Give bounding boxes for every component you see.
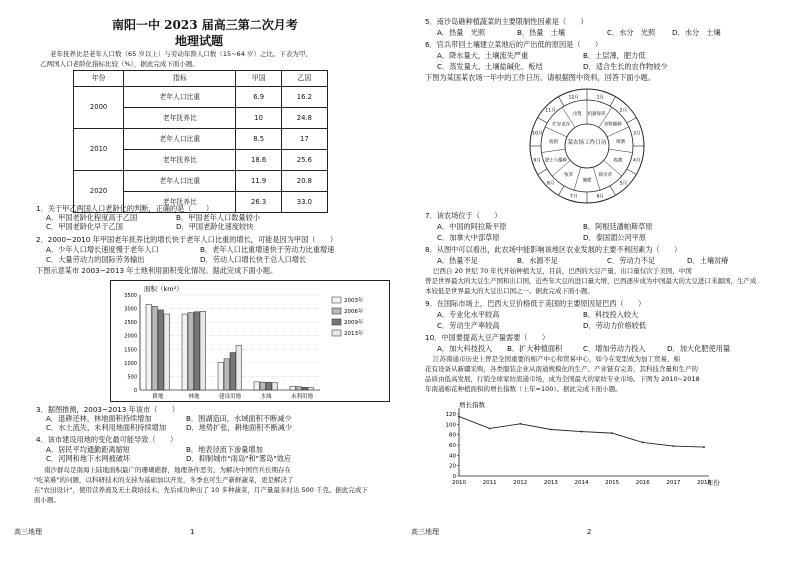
- bar: [296, 387, 302, 390]
- task-label: 牧草: [564, 173, 574, 179]
- month-label: 6月: [596, 194, 605, 200]
- month-divider: [559, 186, 565, 196]
- month-label: 2月: [619, 108, 628, 114]
- value-cell: 10: [236, 108, 281, 129]
- landuse-bar-chart: [110, 280, 390, 402]
- header-year: 年份: [74, 71, 124, 87]
- task-divider: [541, 149, 565, 152]
- x-tick-label: 2010: [452, 480, 466, 486]
- option-2a[interactable]: A．少年人口增长速度慢于老年人口: [46, 245, 159, 254]
- option-5b[interactable]: B．热量 土壤: [517, 28, 566, 37]
- question-5: 5．南沙岛礁种植蔬菜的主要限制性因素是（ ）: [425, 17, 588, 26]
- month-label: 12月: [568, 95, 579, 101]
- footer-page-number: 1: [190, 528, 195, 536]
- option-5a[interactable]: A．热量 光照: [437, 28, 486, 37]
- bar: [224, 359, 230, 390]
- option-1a[interactable]: A．甲国老龄化程度高于乙国: [46, 213, 138, 222]
- bar: [290, 386, 296, 390]
- y-axis-label: 增长指数: [459, 401, 485, 409]
- x-tick-label: 2012: [513, 480, 528, 486]
- bar: [302, 387, 308, 390]
- bar: [194, 312, 200, 390]
- passage-8-line-1: 巴西自 20 世纪 70 年代开始种植大豆，目前，巴西的大豆产量、出口量仅次于美国，中国: [433, 267, 692, 275]
- legend-label: 2003年: [344, 298, 364, 304]
- legend-swatch: [332, 330, 341, 336]
- month-label: 4月: [632, 158, 641, 164]
- option-2d[interactable]: D．劳动人口增长快于总人口增长: [200, 255, 307, 264]
- option-2b[interactable]: B．老年人口比重增速快于劳动力比重增速: [200, 245, 335, 254]
- passage-10-line-2: 花有设备从新疆采购，各类服装企业从南通规模化的生产、产业链有完善，其科技含量和生产的: [425, 365, 698, 373]
- year-cell: 2020: [74, 171, 124, 213]
- task-divider: [593, 167, 600, 190]
- indicator-cell: 老年抚养比: [124, 150, 236, 171]
- passage-8-line-3: 本较低是世界最大的大豆出口国之一。据此完成下面小题。: [425, 287, 594, 295]
- option-9c[interactable]: C．劳动生产率较高: [437, 321, 500, 330]
- x-tick-label: 未利用地: [290, 394, 314, 400]
- x-tick-label: 2011: [482, 480, 497, 486]
- passage-10-line-4: 年南通棉花种植面积的增长指数（上年=100）。据此完成下面小题。: [425, 385, 622, 393]
- value-cell: 24.8: [281, 108, 327, 129]
- bar: [188, 313, 194, 390]
- y-tick-label: 100: [445, 422, 456, 429]
- task-label: 谷物播种: [603, 122, 622, 128]
- question-4: 4．该市建设用地的变化最可能导致（ ）: [36, 435, 178, 444]
- passage-8-line-2: 曾是世界最大的大豆生产国和出口国，近些年大豆的进口量大增，巴西逐步成为中国最大的大豆进口来源国，生产成: [425, 277, 757, 285]
- value-cell: 20.8: [281, 171, 327, 192]
- month-divider: [627, 118, 637, 124]
- option-8b[interactable]: B．水源不足: [517, 256, 558, 265]
- y-axis-label: 面积（km²）: [144, 285, 183, 293]
- passage-3-line-3: 在"农田设计"，使用营养液及无土栽培技术，先后成功种出了 10 多种蔬菜，月产量最多时达 500 千克。据此完成下: [34, 486, 368, 494]
- option-7a[interactable]: A．中国的阿拉斯平原: [437, 222, 507, 231]
- task-divider: [545, 127, 567, 137]
- x-tick-label: 2018: [697, 480, 711, 486]
- option-8c[interactable]: C．劳动力不足: [607, 256, 656, 265]
- task-label: 收割: [548, 139, 558, 145]
- page-right: [397, 0, 794, 561]
- option-3b[interactable]: B．围湖造田，水域面积不断减少: [186, 414, 292, 423]
- legend-swatch: [332, 319, 341, 325]
- option-6d[interactable]: D．适合生长的农作物较少: [583, 62, 668, 71]
- header-indicator: 指标: [124, 71, 236, 87]
- bar: [260, 382, 266, 390]
- task-label: 喷洒: [616, 139, 626, 145]
- calendar-intro: 下图为某国某农场一年中的工作日历。请根据图中资料，回答下面小题。: [425, 73, 656, 82]
- exam-subtitle: 地理试题: [175, 34, 224, 48]
- indicator-cell: 老年人口比重: [124, 87, 236, 108]
- task-label: 机器保养: [587, 111, 606, 117]
- landuse-intro: 下图示意某市 2003~2013 年土地利用面积变化情况。据此完成下面小题。: [36, 266, 278, 275]
- month-label: 8月: [546, 181, 555, 187]
- indicator-cell: 老年抚养比: [124, 192, 236, 213]
- month-label: 7月: [569, 194, 578, 200]
- task-divider: [574, 167, 581, 190]
- task-divider: [607, 127, 629, 137]
- legend-label: 2009年: [344, 320, 364, 326]
- option-5d[interactable]: D．水分 土壤: [672, 28, 721, 37]
- bar: [308, 388, 314, 390]
- indicator-cell: 老年人口比重: [124, 129, 236, 150]
- question-1: 1．关于甲乙两国人口老龄化的判断，正确的是（ ）: [36, 204, 214, 213]
- bar: [146, 305, 152, 391]
- option-7b[interactable]: B．阿根廷潘帕斯草原: [583, 222, 653, 231]
- x-tick-label: 2015: [605, 480, 620, 486]
- task-label: 肥土与播种: [545, 158, 568, 164]
- y-tick-label: 60: [449, 443, 456, 449]
- question-10: 10．中国要提高大豆产量需要（ ）: [425, 333, 550, 342]
- bar: [164, 314, 170, 390]
- option-3d[interactable]: D．地势扩张，耕地面积不断减少: [186, 423, 293, 432]
- option-10c[interactable]: C．增加劳动力投入: [583, 344, 646, 353]
- option-10b[interactable]: B．扩大种植面积: [507, 344, 563, 353]
- legend-swatch: [332, 308, 341, 314]
- question-8: 8．从图中可以看出，此农场中能影响该地区农业发展的主要不利因素为（ ）: [425, 245, 682, 254]
- task-label: 施肥: [582, 178, 592, 184]
- y-tick-label: 0: [452, 474, 456, 480]
- option-10a[interactable]: A．加大科技投入: [437, 344, 493, 353]
- month-divider: [610, 186, 616, 196]
- bar: [236, 345, 242, 390]
- passage-10-line-1: 江苏南通市历史上曾是全国重要的棉产中心和贸易中心，如今在变型成为加工贸易，棉: [433, 355, 680, 363]
- option-8d[interactable]: D．土壤贫瘠: [687, 256, 729, 265]
- value-cell: 25.6: [281, 150, 327, 171]
- bar: [158, 310, 164, 390]
- bar: [182, 314, 188, 390]
- passage-3-line-1: 南沙群岛是南海上陆地面积最广的珊瑚礁群，地理条件恶劣，为解决中国官兵长期存在: [44, 466, 291, 474]
- option-6c[interactable]: C．蒸发量大，土壤盐碱化、板结: [437, 62, 543, 71]
- bar: [200, 311, 206, 390]
- header-country-a: 甲国: [236, 71, 281, 87]
- y-tick-label: 20: [449, 463, 456, 470]
- aging-table: [73, 70, 328, 213]
- month-label: 11月: [545, 108, 556, 114]
- bar: [218, 362, 224, 390]
- center-circle: [565, 124, 609, 168]
- bar: [254, 382, 260, 390]
- value-cell: 8.5: [236, 129, 281, 150]
- question-3: 3．据图推测，2003~2013 年该市（ ）: [36, 405, 179, 414]
- exam-title: 南阳一中 2023 届高三第二次月考: [112, 18, 298, 32]
- bar: [266, 382, 272, 390]
- option-2c[interactable]: C．大量劳动力的国际劳务输出: [46, 255, 145, 264]
- indicator-cell: 老年人口比重: [124, 171, 236, 192]
- legend-label: 2006年: [344, 309, 364, 315]
- question-9: 9．在国际市场上，巴西大豆价格低于美国的主要原因是巴西（ ）: [425, 299, 646, 308]
- month-divider: [610, 97, 616, 107]
- month-divider: [559, 97, 565, 107]
- month-label: 9月: [533, 158, 542, 164]
- x-tick-label: 2016: [635, 480, 650, 486]
- value-cell: 6.9: [236, 87, 281, 108]
- month-label: 5月: [619, 181, 628, 187]
- y-tick-label: 2000: [124, 333, 137, 340]
- value-cell: 16.2: [281, 87, 327, 108]
- y-tick-label: 2500: [124, 320, 137, 327]
- task-label: 出售: [573, 111, 582, 117]
- y-tick-label: 80: [449, 432, 456, 439]
- passage-10-line-3: 品质由低高发展，行销全球家纺流通市场，成为全国最大的家纺专业市场。下图为 2010~2018: [425, 375, 700, 383]
- indicator-cell: 老年抚养比: [124, 108, 236, 129]
- x-tick-label: 林地: [188, 394, 200, 400]
- option-7d[interactable]: D．泰国湄公河平原: [583, 233, 647, 242]
- x-tick-label: 耕地: [152, 394, 164, 400]
- bar: [230, 353, 236, 390]
- option-4a[interactable]: A．居民平均通勤距离缩短: [46, 445, 130, 454]
- task-divider: [609, 149, 633, 152]
- passage-3-line-2: "吃菜难"的问题，以科研技术的支持为基础加以开发，冬季也可生产新鲜蔬菜，更是解决了: [34, 476, 294, 484]
- wheel-center-label: 某农场工作日历: [567, 140, 607, 146]
- option-3a[interactable]: A．退耕还林，林地面积持续增加: [46, 414, 152, 423]
- x-axis-label: 年份: [707, 479, 720, 487]
- cotton-index-line-chart: [437, 398, 757, 493]
- question-7: 7．该农场位于（ ）: [425, 211, 502, 220]
- passage-3-line-4: 面小题。: [34, 496, 60, 504]
- y-tick-label: 500: [127, 374, 137, 381]
- value-cell: 11.9: [236, 171, 281, 192]
- task-label: 收割: [613, 158, 623, 164]
- option-1c[interactable]: C．甲国老龄化早于乙国: [46, 222, 123, 231]
- option-8a[interactable]: A．热量不足: [437, 256, 478, 265]
- month-divider: [538, 118, 548, 124]
- option-1d[interactable]: D．甲国老龄化速度较快: [176, 222, 254, 231]
- y-tick-label: 0: [133, 388, 137, 394]
- x-tick-label: 2013: [543, 480, 558, 486]
- option-9a[interactable]: A．专业化水平较高: [437, 310, 500, 319]
- year-cell: 2010: [74, 129, 124, 171]
- x-tick-label: 2017: [666, 480, 681, 486]
- legend-label: 2013年: [344, 331, 364, 337]
- value-cell: 26.3: [236, 192, 281, 213]
- month-label: 3月: [632, 131, 641, 137]
- option-4d[interactable]: D．抑制城市"雨岛"和"雾岛"效应: [186, 454, 292, 463]
- option-10d[interactable]: D．加大化肥使用量: [667, 344, 731, 353]
- option-3c[interactable]: C．水土流失，未利用地面积持续增加: [46, 423, 167, 432]
- series-line: [459, 417, 704, 447]
- footer-subject: 高三地理: [14, 528, 42, 536]
- bar: [152, 306, 158, 390]
- legend-swatch: [332, 297, 341, 303]
- footer-subject: 高三地理: [411, 528, 439, 536]
- intro-line-2: 乙两国人口老龄化指标比较（%），据此完成下面小题。: [40, 60, 199, 68]
- option-4b[interactable]: B．地表径流下渗量增加: [186, 445, 263, 454]
- x-tick-label: 建设用地: [218, 394, 242, 400]
- option-9d[interactable]: D．劳动力价格较低: [583, 321, 647, 330]
- option-4c[interactable]: C．河网和地下水网被破坏: [46, 454, 131, 463]
- value-cell: 33.0: [281, 192, 327, 213]
- year-cell: 2000: [74, 87, 124, 129]
- option-7c[interactable]: C．加拿大中部草原: [437, 233, 500, 242]
- task-label: 贮存麦谷: [552, 122, 571, 128]
- option-6a[interactable]: A．降水量大，土壤流失严重: [437, 51, 529, 60]
- option-5c[interactable]: C．水分 光照: [607, 28, 656, 37]
- task-label: 除杂草: [598, 173, 612, 179]
- question-2: 2．2000~2010 年甲国老年抚养比的增长快于老年人口比重的增长，可能是因为甲国（ ）: [36, 235, 338, 244]
- month-label: 1月: [596, 95, 605, 101]
- question-6: 6．官兵带回土壤建立菜地后的产出低的原因是（ ）: [425, 40, 603, 49]
- header-country-b: 乙国: [281, 71, 327, 87]
- option-9b[interactable]: B．科技投入较大: [583, 310, 639, 319]
- option-1b[interactable]: B．甲国老年人口数量较小: [176, 213, 260, 222]
- month-divider: [538, 169, 548, 175]
- y-tick-label: 3000: [124, 306, 137, 313]
- x-tick-label: 2014: [574, 480, 589, 486]
- y-tick-label: 1000: [124, 360, 137, 367]
- value-cell: 17: [281, 129, 327, 150]
- month-label: 10月: [532, 131, 543, 137]
- y-tick-label: 120: [445, 412, 456, 418]
- x-tick-label: 水域: [260, 394, 272, 400]
- farm-calendar-wheel: [527, 86, 647, 206]
- y-tick-label: 3500: [124, 293, 137, 299]
- month-divider: [627, 169, 637, 175]
- value-cell: 18.6: [236, 150, 281, 171]
- option-6b[interactable]: B．土层薄，肥力低: [583, 51, 646, 60]
- footer-page-number: 2: [587, 528, 592, 536]
- intro-line-1: 老年抚养比是老年人口数（65 岁以上）与劳动年龄人口数（15~64 岁）之比。下表为甲、: [50, 50, 312, 58]
- y-tick-label: 1500: [124, 347, 137, 354]
- bar: [272, 383, 278, 390]
- y-tick-label: 40: [449, 453, 456, 460]
